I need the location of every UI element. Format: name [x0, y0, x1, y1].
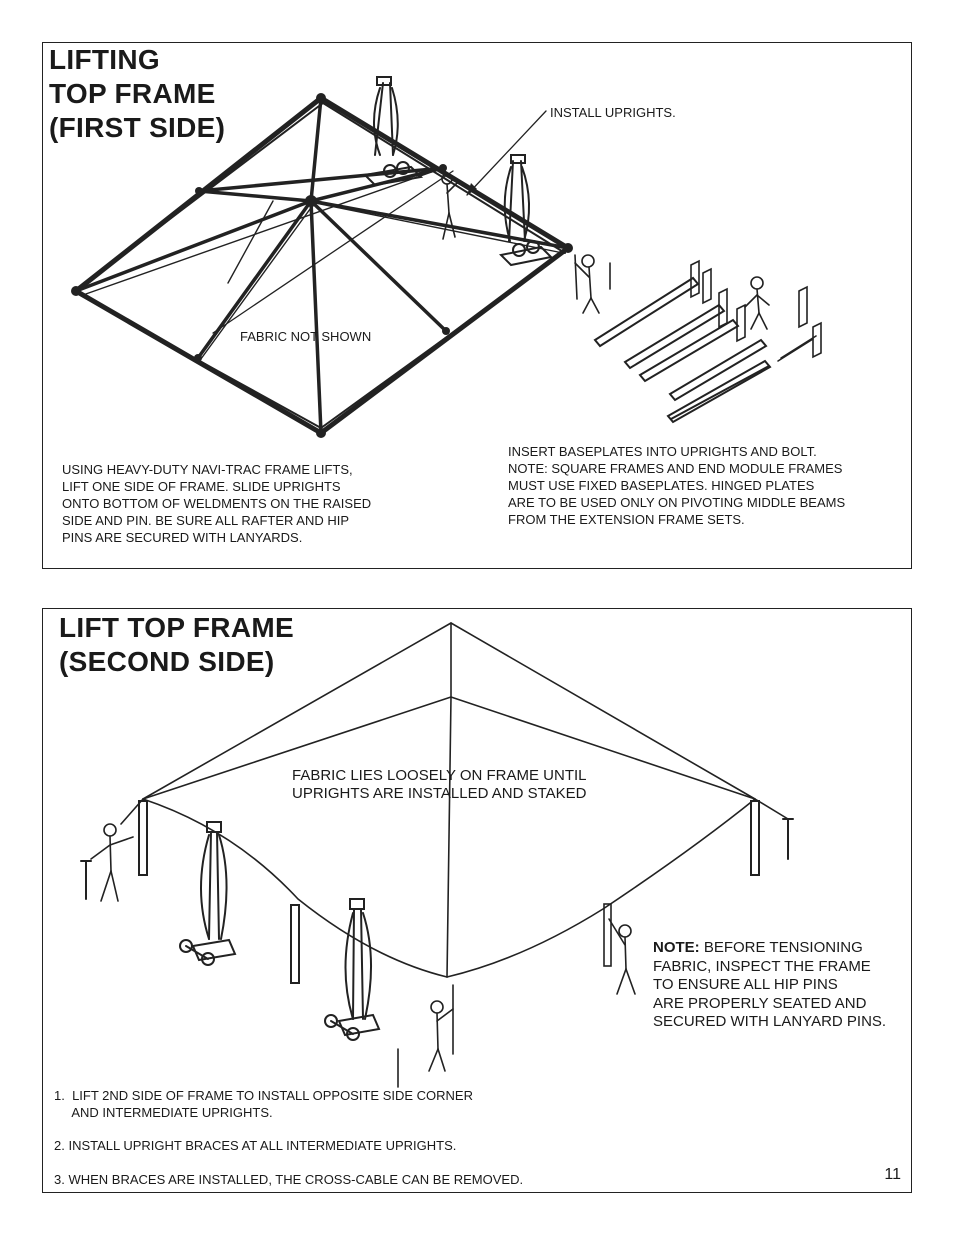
callout-fabric-loose: FABRIC LIES LOOSELY ON FRAME UNTIL UPRIGHTS ARE INSTALLED AND STAKED [292, 767, 587, 802]
step-2: 2. INSTALL UPRIGHT BRACES AT ALL INTERMEDIATE UPRIGHTS. [54, 1138, 457, 1153]
instruction-right: INSERT BASEPLATES INTO UPRIGHTS AND BOLT. NOTE: SQUARE FRAMES AND END MODULE FRAMES MUST USE FIXED BASEPLATES. HINGED PLATES ARE TO BE USED ONLY ON PIVOTING MIDDLE BEAMS FROM THE EXTENSION FRAME SETS. [508, 444, 846, 527]
note-before-tensioning: NOTE: BEFORE TENSIONING FABRIC, INSPECT THE FRAME TO ENSURE ALL HIP PINS ARE PROPERLY SEATED AND SECURED WITH LANYARD PINS. [653, 939, 887, 1031]
instruction-left: USING HEAVY-DUTY NAVI-TRAC FRAME LIFTS, LIFT ONE SIDE OF FRAME. SLIDE UPRIGHTS ONTO BOTTOM OF WELDMENTS ON THE RAISED SIDE AND PIN. BE SURE ALL RAFTER AND HIP PINS ARE SECURED WITH LANYARDS. [62, 462, 372, 545]
callout-install-uprights: INSTALL UPRIGHTS. [550, 105, 676, 120]
section-title-lifting-first-side: LIFTING TOP FRAME (FIRST SIDE) [49, 44, 226, 143]
page-number: 11 [884, 1166, 901, 1183]
callout-fabric-not-shown: FABRIC NOT SHOWN [240, 329, 372, 344]
section-title-lift-second-side: LIFT TOP FRAME (SECOND SIDE) [59, 612, 294, 677]
panel-lifting-first-side [42, 42, 912, 569]
panel-lift-second-side [42, 608, 912, 1193]
step-1: 1. LIFT 2ND SIDE OF FRAME TO INSTALL OPPOSITE SIDE CORNER AND INTERMEDIATE UPRIGHTS. [54, 1088, 473, 1120]
note-first-line: BEFORE TENSIONING [699, 939, 863, 956]
note-label: NOTE: [653, 939, 700, 956]
step-3: 3. WHEN BRACES ARE INSTALLED, THE CROSS-CABLE CAN BE REMOVED. [54, 1172, 524, 1187]
